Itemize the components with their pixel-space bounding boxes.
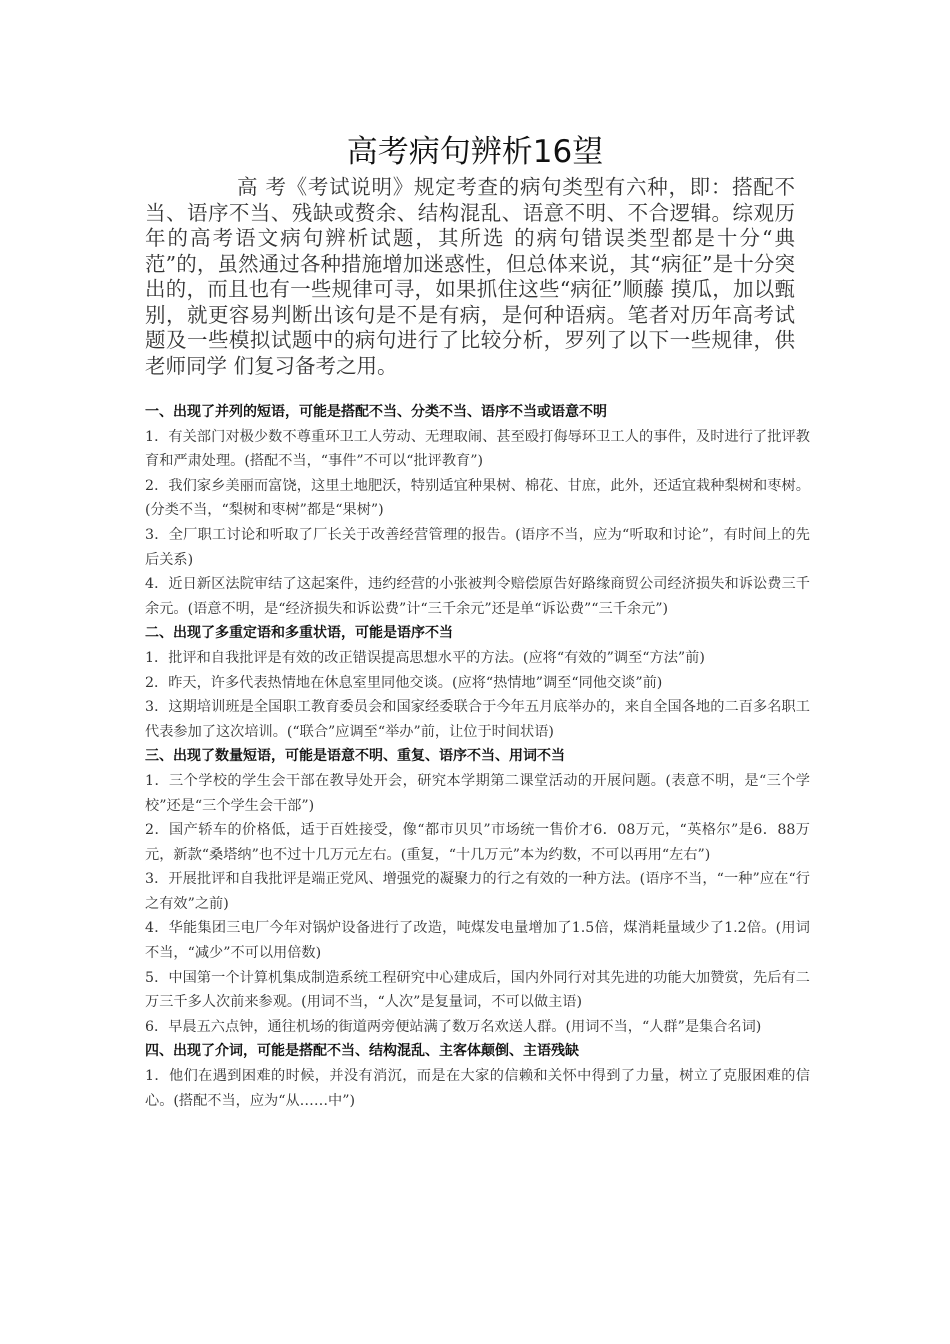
example-item: 2．昨天，许多代表热情地在休息室里同他交谈。(应将“热情地”调至“同他交谈”前)	[145, 674, 663, 691]
example-item: 3．全厂职工讨论和听取了厂长关于改善经营管理的报告。(语序不当，应为“听取和讨论”，有时间上的先后关系)	[145, 526, 810, 568]
section-4	[145, 1039, 810, 1113]
example-item: 2．我们家乡美丽而富饶，这里土地肥沃，特别适宜种果树、棉花、甘庶，此外，还适宜栽种梨树和枣树。(分类不当，“梨树和枣树”都是“果树”)	[145, 477, 810, 519]
intro-paragraph: 高 考《考试说明》规定考查的病句类型有六种，即：搭配不当、语序不当、残缺或赘余、结构混乱、语意不明、不合逻辑。综观历年的高考语文病句辨析试题，其所选 的病句错误类型都是十分“典范”的，虽然通过各种措施增加迷惑性，但总体来说，其“病征”是十分突出的，而且也有一些规律可寻，如果抓住这些“病征”顺藤 摸瓜，加以甄别，就更容易判断出该句是不是有病，是何种语病。笔者对历年高考试题及一些模拟试题中的病句进行了比较分析，罗列了以下一些规律，供老师同学 们复习备考之用。	[145, 175, 795, 378]
section-heading: 三、出现了数量短语，可能是语意不明、重复、语序不当、用词不当	[145, 748, 565, 765]
example-item: 1．三个学校的学生会干部在教导处开会，研究本学期第二课堂活动的开展问题。(表意不明，是“三个学校”还是“三个学生会干部”)	[145, 772, 810, 814]
section-heading: 一、出现了并列的短语，可能是搭配不当、分类不当、语序不当或语意不明	[145, 404, 607, 420]
section-2	[145, 621, 810, 744]
section-heading: 四、出现了介词，可能是搭配不当、结构混乱、主客体颠倒、主语残缺	[145, 1043, 579, 1060]
example-item: 1．有关部门对极少数不尊重环卫工人劳动、无理取闹、甚至殴打侮辱环卫工人的事件，及时进行了批评教育和严肃处理。(搭配不当，“事件”不可以“批评教育”)	[145, 428, 810, 470]
section-heading: 二、出现了多重定语和多重状语，可能是语序不当	[145, 625, 453, 642]
example-item: 6．早晨五六点钟，通往机场的街道两旁便站满了数万名欢送人群。(用词不当，“人群”是集合名词)	[145, 1018, 762, 1035]
example-item: 5．中国第一个计算机集成制造系统工程研究中心建成后，国内外同行对其先进的功能大加赞赏，先后有二万三千多人次前来参观。(用词不当，“人次”是复量词，不可以做主语)	[145, 969, 810, 1011]
example-item: 3．这期培训班是全国职工教育委员会和国家经委联合于今年五月底举办的，来自全国各地的二百多名职工代表参加了这次培训。(“联合”应调至“举办”前，让位于时间状语)	[145, 699, 810, 740]
example-item: 3．开展批评和自我批评是端正党风、增强党的凝聚力的行之有效的一种方法。(语序不当，“一种”应在“行之有效”之前)	[145, 871, 810, 912]
document-title: 高考病句辨析16望	[346, 134, 604, 170]
section-1	[145, 400, 810, 621]
example-item: 4．近日新区法院审结了这起案件，违约经营的小张被判令赔偿原告好路缘商贸公司经济损失和诉讼费三千余元。(语意不明，是“经济损失和诉讼费”计“三千余元”还是单“诉讼费”“三千余元”)	[145, 576, 810, 617]
document-body	[145, 400, 810, 1113]
example-item: 1．他们在遇到困难的时候，并没有消沉，而是在大家的信赖和关怀中得到了力量，树立了克服困难的信心。(搭配不当，应为“从……中”)	[145, 1068, 810, 1109]
example-item: 4．华能集团三电厂今年对锅炉设备进行了改造，吨煤发电量增加了1.5倍，煤消耗量域少了1.2倍。(用词不当，“减少”不可以用倍数)	[145, 920, 810, 962]
example-item: 1．批评和自我批评是有效的改正错误提高思想水平的方法。(应将“有效的”调至“方法”前)	[145, 649, 705, 666]
section-3	[145, 744, 810, 1039]
example-item: 2．国产轿车的价格低，适于百姓接受，像“都市贝贝”市场统一售价才6．08万元，“英格尔”是6．88万元，新款“桑塔纳”也不过十几万元左右。(重复，“十几万元”本为约数，不可以再用“左右”)	[145, 822, 810, 863]
